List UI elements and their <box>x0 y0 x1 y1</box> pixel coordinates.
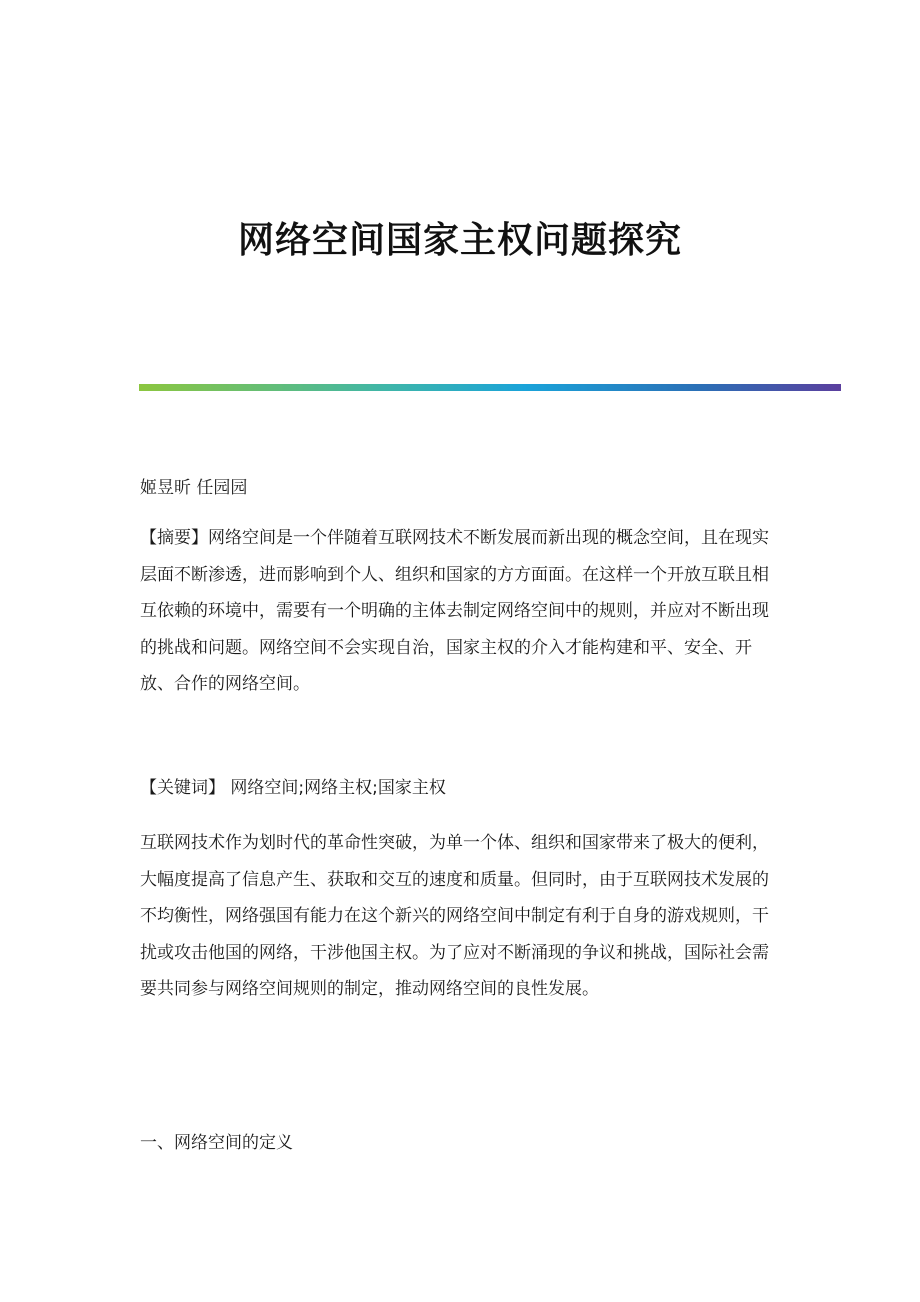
keywords-label: 【关键词】 <box>140 778 225 798</box>
intro-paragraph: 互联网技术作为划时代的革命性突破，为单一个体、组织和国家带来了极大的便利，大幅度提高了信息产生、获取和交互的速度和质量。但同时，由于互联网技术发展的不均衡性，网络强国有能力在这个新兴的网络空间中制定有利于自身的游戏规则，干扰或攻击他国的网络，干涉他国主权。为了应对不断涌现的争议和挑战，国际社会需要共同参与网络空间规则的制定，推动网络空间的良性发展。 <box>140 833 769 999</box>
abstract-paragraph <box>140 520 780 703</box>
title-gradient-divider <box>139 384 841 391</box>
authors-line: 姬昱昕 任园园 <box>140 478 248 498</box>
section-heading: 一、网络空间的定义 <box>140 1133 293 1153</box>
keywords-paragraph <box>140 770 780 807</box>
abstract-label: 【摘要】 <box>140 528 208 548</box>
abstract-text: 网络空间是一个伴随着互联网技术不断发展而新出现的概念空间，且在现实层面不断渗透，进而影响到个人、组织和国家的方方面面。在这样一个开放互联且相互依赖的环境中，需要有一个明确的主体去制定网络空间中的规则，并应对不断出现的挑战和问题。网络空间不会实现自治，国家主权的介入才能构建和平、安全、开放、合作的网络空间。 <box>140 528 769 694</box>
document-title: 网络空间国家主权问题探究 <box>237 219 682 261</box>
keywords-text: 网络空间;网络主权;国家主权 <box>225 778 446 798</box>
